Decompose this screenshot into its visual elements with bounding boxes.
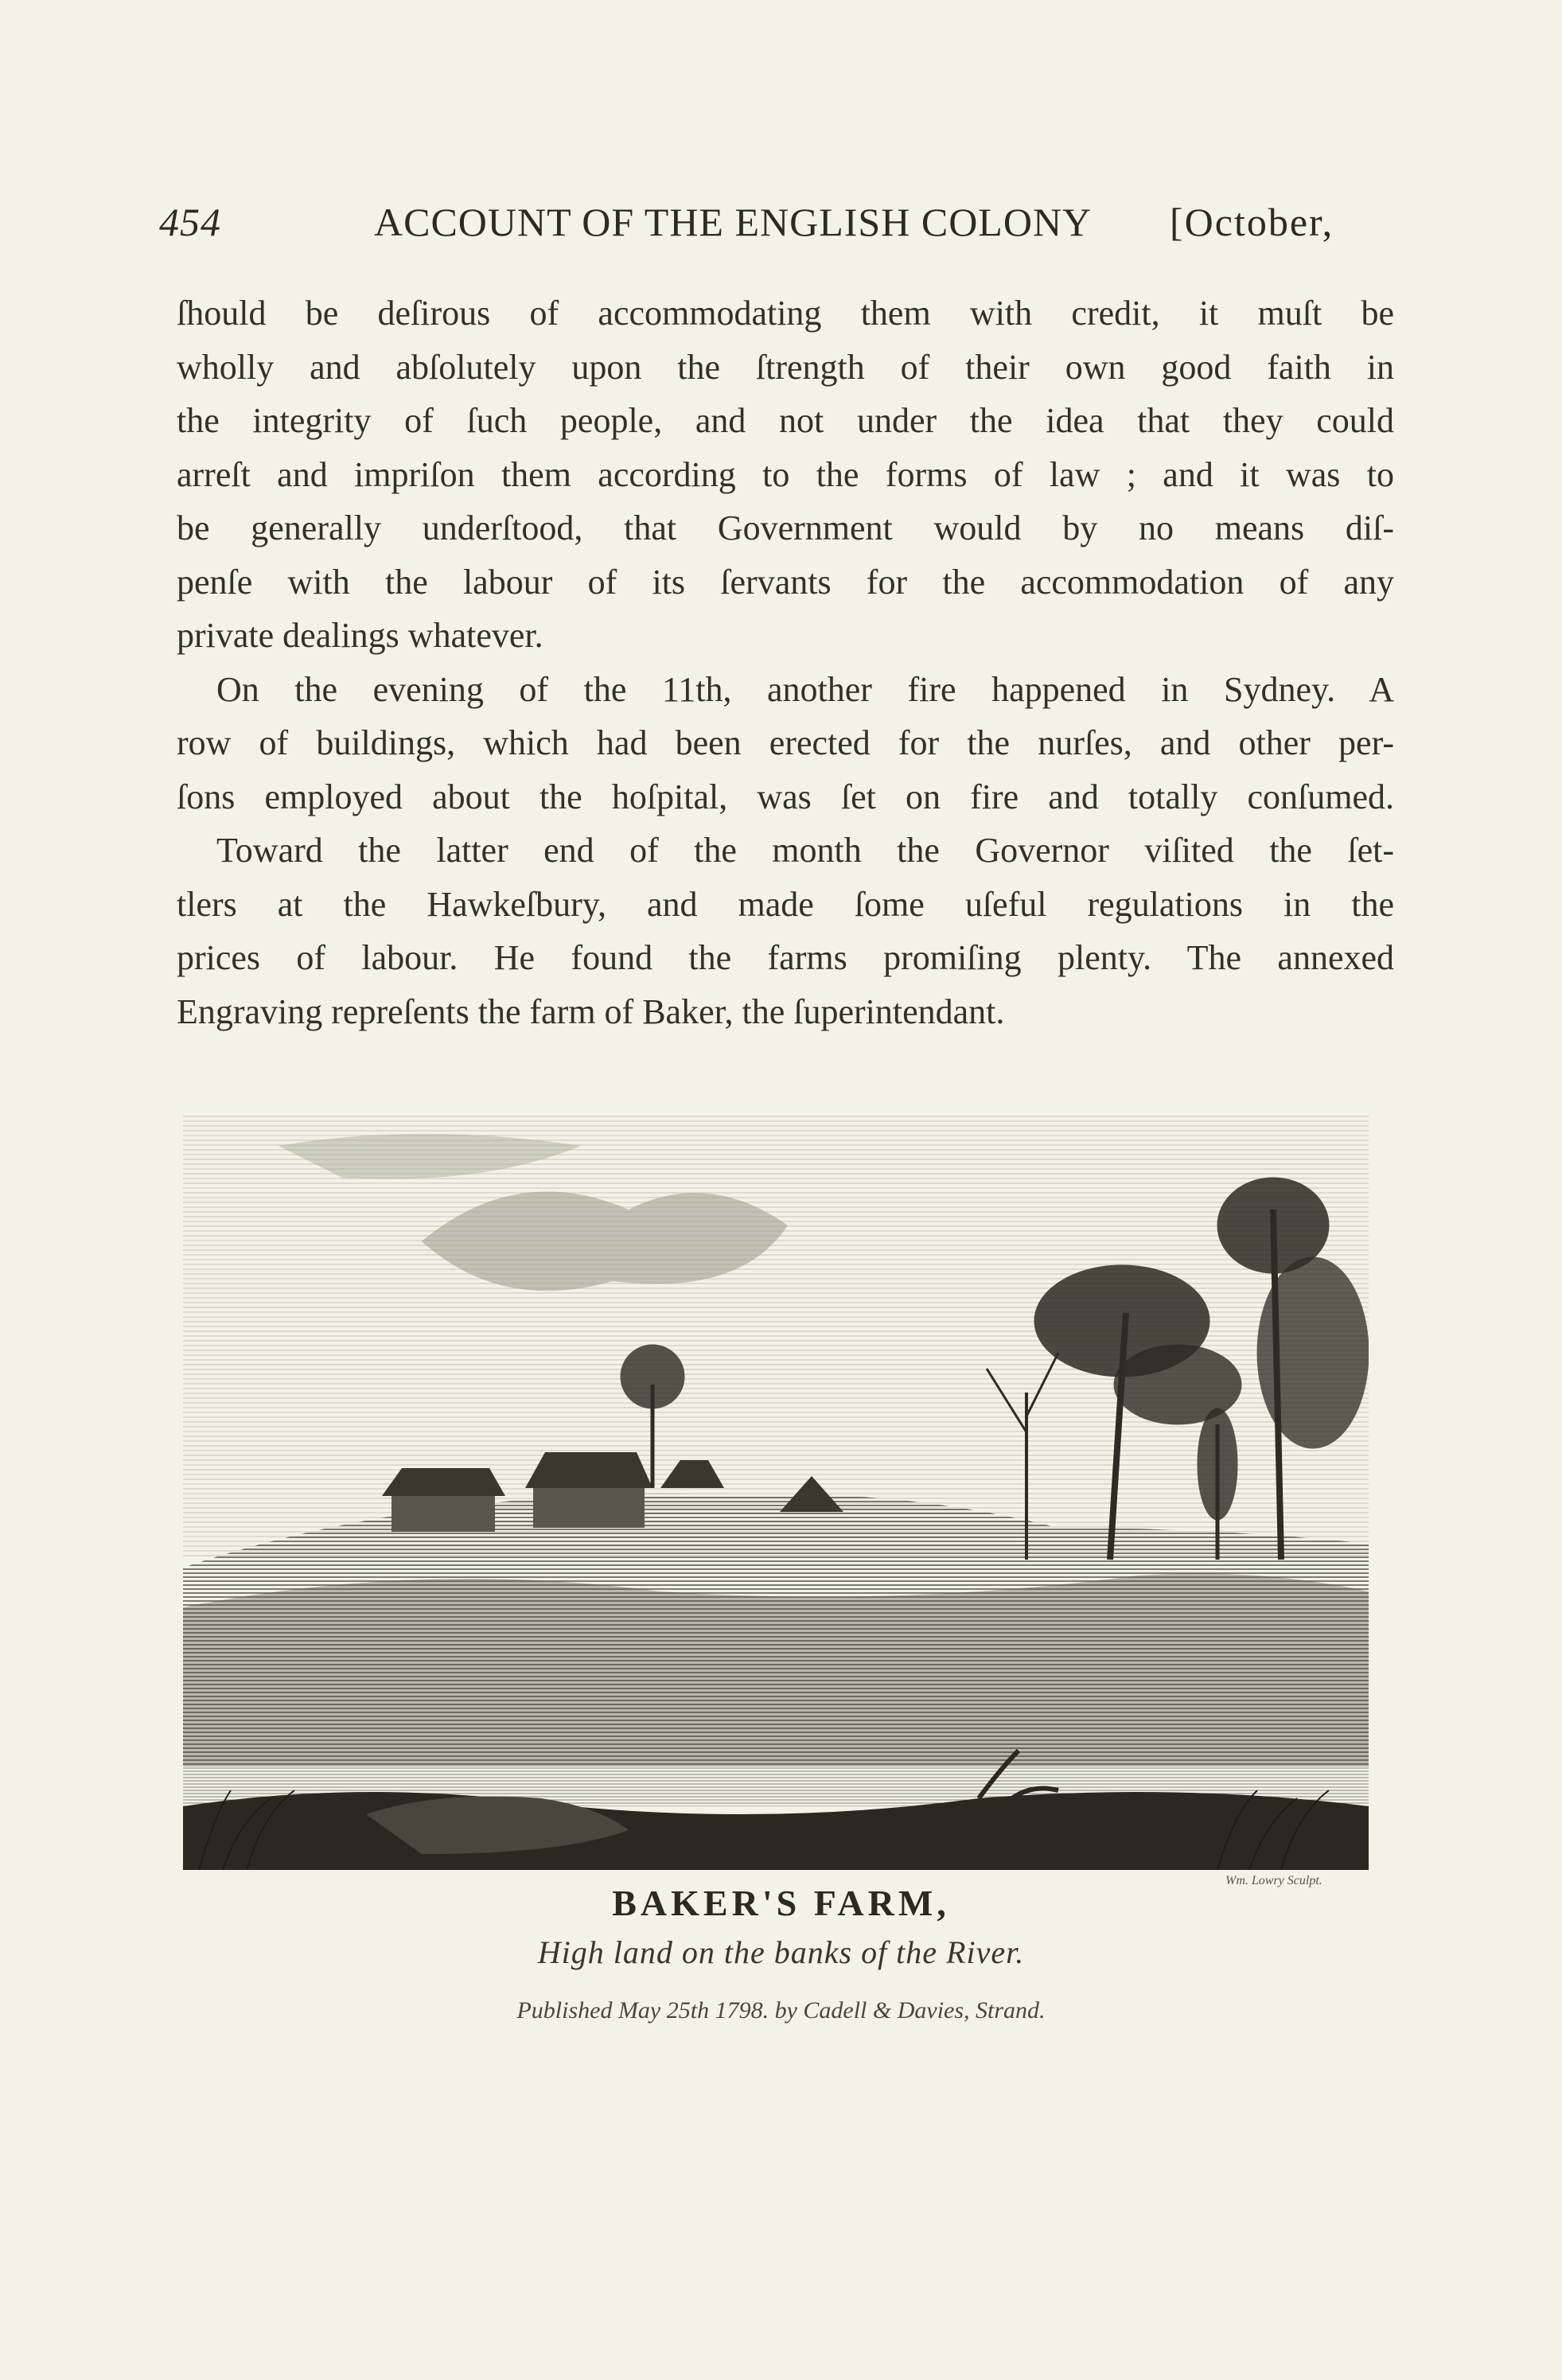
text-line: Toward the latter end of the month the Governor viſited the ſet- — [216, 831, 1394, 870]
page-header — [159, 199, 1416, 255]
text-line: Engraving repreſents the farm of Baker, the ſuperintendant. — [177, 991, 1005, 1031]
text-line: On the evening of the 11th, another fire happened in Sydney. A — [216, 669, 1394, 709]
text-line: prices of labour. He found the farms promiſing plenty. The annexed — [177, 938, 1394, 977]
engraving-illustration — [183, 1114, 1369, 1870]
running-title: ACCOUNT OF THE ENGLISH COLONY — [374, 200, 1093, 244]
text-line: tlers at the Hawkeſbury, and made ſome uſeful regulations in the — [177, 884, 1394, 924]
text-line: the integrity of ſuch people, and not under the idea that they could — [177, 401, 1394, 440]
text-line: private dealings whatever. — [177, 616, 543, 655]
engraving-plate — [183, 1114, 1369, 1870]
text-line: row of buildings, which had been erected for the nurſes, and other per- — [177, 723, 1394, 762]
page-number: 454 — [159, 200, 221, 244]
plate-imprint: Published May 25th 1798. by Cadell & Davies, Strand. — [516, 1997, 1046, 2024]
body-text — [177, 286, 1394, 1038]
text-line: be generally underſtood, that Government would by no means diſ- — [177, 508, 1394, 547]
text-line: ſons employed about the hoſpital, was ſet on fire and totally conſumed. — [177, 777, 1394, 816]
text-line: ſhould be deſirous of accommodating them with credit, it muſt be — [177, 294, 1394, 333]
text-line: arreſt and impriſon them according to the forms of law ; and it was to — [177, 454, 1394, 494]
text-line: wholly and abſolutely upon the ſtrength of their own good faith in — [177, 347, 1394, 387]
engraver-signature: Wm. Lowry Sculpt. — [1225, 1874, 1322, 1887]
plate-title: BAKER'S FARM, — [612, 1883, 950, 1923]
plate-subtitle: High land on the banks of the River. — [537, 1934, 1025, 1970]
text-line: penſe with the labour of its ſervants for the accommodation of any — [177, 562, 1394, 602]
running-month: [October, — [1170, 200, 1334, 244]
